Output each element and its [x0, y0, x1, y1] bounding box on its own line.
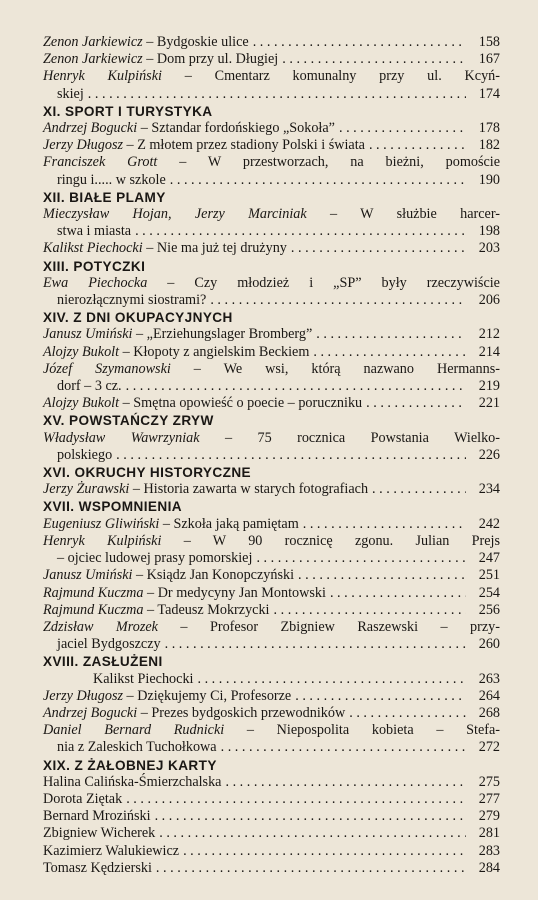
entry-text	[43, 705, 345, 722]
entry-title: – Ksiądz Jan Konopczyński	[132, 567, 295, 584]
entry-author: Janusz Umiński	[43, 567, 133, 584]
toc-entry	[43, 825, 500, 842]
page-number: 281	[478, 825, 500, 842]
entry-title: – Smętna opowieść o poecie – poruczniku	[119, 395, 363, 412]
toc-entry	[43, 843, 500, 860]
toc-entry-first-line	[43, 430, 500, 447]
dot-leader	[303, 516, 466, 533]
dot-leader	[316, 326, 466, 343]
entry-title: – 75 rocznica Powstania Wielko-	[199, 429, 500, 446]
entry-name: Halina Calińska-Śmierzchalska	[43, 773, 222, 790]
entry-text	[43, 326, 312, 343]
entry-name: Bernard Mroziński	[43, 808, 151, 825]
page-number: 178	[478, 120, 500, 137]
toc-entry-continuation	[43, 172, 500, 189]
entry-author: Mieczysław Hojan, Jerzy Marciniak	[43, 206, 307, 223]
entry-author: Andrzej Bogucki	[43, 120, 138, 137]
entry-author: Rajmund Kuczma	[43, 601, 144, 618]
dot-leader	[339, 120, 466, 137]
section-title: XII. BIAŁE PLAMY	[43, 189, 166, 205]
page-number: 219	[478, 378, 500, 395]
section-heading	[43, 309, 500, 326]
page-number: 277	[478, 790, 500, 807]
entry-title: – Tadeusz Mokrzycki	[143, 601, 270, 618]
dot-leader	[274, 602, 466, 619]
table-of-contents	[43, 34, 500, 877]
entry-name: Tomasz Kędzierski	[43, 859, 152, 876]
entry-author: Andrzej Bogucki	[43, 704, 138, 721]
section-title: XI. SPORT I TURYSTYKA	[43, 103, 213, 119]
entry-title: – We wsi, którą nazwano Hermanns-	[170, 360, 500, 377]
page-number: 272	[478, 739, 500, 756]
page-number: 251	[478, 567, 500, 584]
entry-title: – Dr medycyny Jan Montowski	[143, 584, 326, 601]
toc-entry-first-line	[43, 619, 500, 636]
page-number: 284	[478, 859, 500, 876]
entry-title: – Niepospolita kobieta – Stefa-	[224, 722, 500, 739]
page-number: 254	[478, 584, 500, 601]
toc-entry-continuation	[43, 223, 500, 240]
toc-entry-continuation	[43, 378, 500, 395]
dot-leader	[291, 240, 466, 257]
toc-entry	[43, 240, 500, 257]
dot-leader	[116, 447, 466, 464]
section-title: XVI. OKRUCHY HISTORYCZNE	[43, 465, 251, 481]
entry-name: Dorota Ziętak	[43, 790, 123, 807]
section-heading	[43, 258, 500, 275]
section-title: XVII. WSPOMNIENIA	[43, 499, 182, 515]
page-number: 279	[478, 808, 500, 825]
toc-entry	[43, 481, 500, 498]
entry-title: – Kłopoty z angielskim Beckiem	[119, 343, 310, 360]
section-heading	[43, 412, 500, 429]
toc-entry	[43, 860, 500, 877]
entry-title: – Cmentarz komunalny przy ul. Kcyń-	[161, 68, 501, 85]
toc-entry-continuation	[43, 447, 500, 464]
toc-entry-first-line	[43, 68, 500, 85]
section-title: XIII. POTYCZKI	[43, 258, 146, 274]
section-heading	[43, 757, 500, 774]
entry-text	[43, 120, 335, 137]
toc-entry	[43, 51, 500, 68]
entry-title-continued: skiej	[57, 85, 84, 102]
entry-author: Józef Szymanowski	[43, 360, 171, 377]
dot-leader	[183, 843, 466, 860]
toc-entry-continuation	[43, 550, 500, 567]
entry-title-continued: dorf – 3 cz.	[57, 378, 122, 395]
entry-title: – Profesor Zbigniew Raszewski – przy-	[157, 618, 500, 635]
section-heading	[43, 653, 500, 670]
dot-leader	[159, 825, 466, 842]
entry-name: Kazimierz Walukiewicz	[43, 842, 180, 859]
entry-title: – Dziękujemy Ci, Profesorze	[123, 687, 292, 704]
dot-leader	[366, 395, 466, 412]
toc-entry	[43, 34, 500, 51]
toc-entry-continuation	[43, 739, 500, 756]
entry-title: – Historia zawarta w starych fotografiach	[129, 481, 369, 498]
entry-name: Zbigniew Wicherek	[43, 825, 156, 842]
toc-entry	[43, 344, 500, 361]
page-number: 247	[478, 550, 500, 567]
toc-entry	[43, 705, 500, 722]
dot-leader	[135, 223, 466, 240]
section-heading	[43, 498, 500, 515]
toc-entry-first-line	[43, 154, 500, 171]
toc-entry	[43, 791, 500, 808]
page-number: 226	[478, 446, 500, 463]
entry-text	[43, 688, 291, 705]
dot-leader	[256, 550, 466, 567]
toc-entry	[43, 774, 500, 791]
entry-text	[43, 137, 365, 154]
page-number: 158	[478, 34, 500, 50]
toc-entry-first-line	[43, 361, 500, 378]
entry-title-continued: ringu i..... w szkole	[57, 171, 166, 188]
entry-text	[43, 344, 309, 361]
toc-entry	[43, 137, 500, 154]
toc-entry-first-line	[43, 533, 500, 550]
entry-author: Alojzy Bukolt	[43, 343, 120, 360]
dot-leader	[253, 34, 466, 51]
section-heading	[43, 464, 500, 481]
toc-entry-first-line	[43, 722, 500, 739]
dot-leader	[165, 636, 466, 653]
toc-entry	[43, 326, 500, 343]
entry-author: Janusz Umiński	[43, 326, 133, 343]
entry-title: – Z młotem przez stadiony Polski i świata	[123, 137, 365, 154]
entry-title-continued: nierozłącznymi siostrami?	[57, 292, 207, 309]
entry-text	[43, 602, 270, 619]
entry-author: Daniel Bernard Rudnicki	[43, 722, 225, 739]
dot-leader	[349, 705, 466, 722]
page-number: 260	[478, 636, 500, 653]
dot-leader	[170, 172, 466, 189]
toc-entry	[43, 602, 500, 619]
toc-entry	[43, 395, 500, 412]
toc-entry-continuation	[43, 86, 500, 103]
entry-text	[43, 516, 299, 533]
page-number: 167	[478, 51, 500, 68]
dot-leader	[156, 860, 466, 877]
page-number: 242	[478, 515, 500, 532]
page-number: 283	[478, 842, 500, 859]
entry-author: Franciszek Grott	[43, 154, 158, 171]
entry-author: Jerzy Żurawski	[43, 481, 130, 498]
page-number: 190	[478, 171, 500, 188]
entry-title: – Nie ma już tej drużyny	[142, 240, 287, 257]
entry-author: Alojzy Bukolt	[43, 395, 120, 412]
toc-entry	[43, 567, 500, 584]
dot-leader	[221, 739, 466, 756]
page-number: 263	[478, 670, 500, 687]
toc-entry	[43, 688, 500, 705]
page-number: 174	[478, 85, 500, 102]
dot-leader	[225, 774, 466, 791]
dot-leader	[126, 791, 466, 808]
entry-title-continued: – ojciec ludowej prasy pomorskiej	[57, 550, 253, 567]
toc-entry-first-line	[43, 275, 500, 292]
dot-leader	[369, 137, 466, 154]
entry-text	[43, 481, 368, 498]
entry-author: Władysław Wawrzyniak	[43, 429, 200, 446]
entry-title: – Bydgoskie ulice	[142, 34, 249, 50]
entry-title-continued: jaciel Bydgoszczy	[57, 636, 161, 653]
entry-title: – W służbie harcer-	[306, 206, 500, 223]
dot-leader	[298, 567, 466, 584]
entry-text	[43, 585, 326, 602]
entry-author: Henryk Kulpiński	[43, 68, 162, 85]
entry-title-continued: polskiego	[57, 446, 113, 463]
dot-leader	[313, 344, 466, 361]
page-number: 256	[478, 601, 500, 618]
entry-title: – Szkoła jaką pamiętam	[159, 515, 299, 532]
toc-entry	[43, 585, 500, 602]
page-number: 214	[478, 343, 500, 360]
entry-author: Ewa Piechocka	[43, 274, 148, 291]
section-heading	[43, 189, 500, 206]
dot-leader	[210, 292, 466, 309]
section-title: XIV. Z DNI OKUPACYJNYCH	[43, 310, 233, 326]
entry-title: – Czy młodzież i „SP” były rzeczywiście	[147, 274, 500, 291]
entry-title: – W 90 rocznicę zgonu. Julian Prejs	[161, 532, 501, 549]
page-number: 268	[478, 704, 500, 721]
entry-title: – „Erziehungslager Bromberg”	[132, 326, 313, 343]
entry-author: Jerzy Długosz	[43, 687, 123, 704]
entry-title: – Prezes bydgoskich przewodników	[137, 704, 346, 721]
entry-author: Zenon Jarkiewicz	[43, 34, 143, 50]
dot-leader	[126, 378, 466, 395]
entry-name: Kalikst Piechocki	[93, 670, 194, 687]
entry-author: Rajmund Kuczma	[43, 584, 144, 601]
page-number: 203	[478, 240, 500, 257]
toc-entry	[43, 808, 500, 825]
entry-text	[43, 240, 287, 257]
entry-author: Eugeniusz Gliwiński	[43, 515, 160, 532]
entry-title-continued: nia z Zaleskich Tuchołkowa	[57, 739, 217, 756]
toc-entry-continuation	[43, 636, 500, 653]
entry-text	[43, 567, 294, 584]
entry-text	[43, 51, 278, 68]
entry-author: Kalikst Piechocki	[43, 240, 143, 257]
dot-leader	[295, 688, 466, 705]
page-number: 198	[478, 223, 500, 240]
entry-title-continued: stwa i miasta	[57, 223, 132, 240]
page-number: 275	[478, 773, 500, 790]
toc-entry-continuation	[43, 292, 500, 309]
section-heading	[43, 103, 500, 120]
dot-leader	[372, 481, 466, 498]
entry-author: Zdzisław Mrozek	[43, 618, 158, 635]
toc-entry-first-line	[43, 206, 500, 223]
page-number: 212	[478, 326, 500, 343]
dot-leader	[330, 585, 466, 602]
entry-title: – W przestworzach, na bieżni, pomoście	[157, 154, 500, 171]
page-number: 206	[478, 292, 500, 309]
dot-leader	[282, 51, 466, 68]
entry-text	[43, 395, 362, 412]
entry-author: Henryk Kulpiński	[43, 532, 162, 549]
section-title: XIX. Z ŻAŁOBNEJ KARTY	[43, 757, 217, 773]
section-title: XVIII. ZASŁUŻENI	[43, 654, 163, 670]
toc-entry	[43, 671, 500, 688]
section-title: XV. POWSTAŃCZY ZRYW	[43, 413, 214, 429]
entry-title: – Sztandar fordońskiego „Sokoła”	[137, 120, 335, 137]
toc-entry	[43, 120, 500, 137]
dot-leader	[88, 86, 466, 103]
dot-leader	[197, 671, 466, 688]
toc-entry	[43, 516, 500, 533]
dot-leader	[155, 808, 466, 825]
page-number: 264	[478, 687, 500, 704]
entry-author: Jerzy Długosz	[43, 137, 123, 154]
page-number: 182	[478, 137, 500, 154]
entry-author: Zenon Jarkiewicz	[43, 51, 143, 68]
page-number: 221	[478, 395, 500, 412]
page-number: 234	[478, 481, 500, 498]
entry-text	[43, 34, 249, 51]
entry-title: – Dom przy ul. Długiej	[142, 51, 279, 68]
